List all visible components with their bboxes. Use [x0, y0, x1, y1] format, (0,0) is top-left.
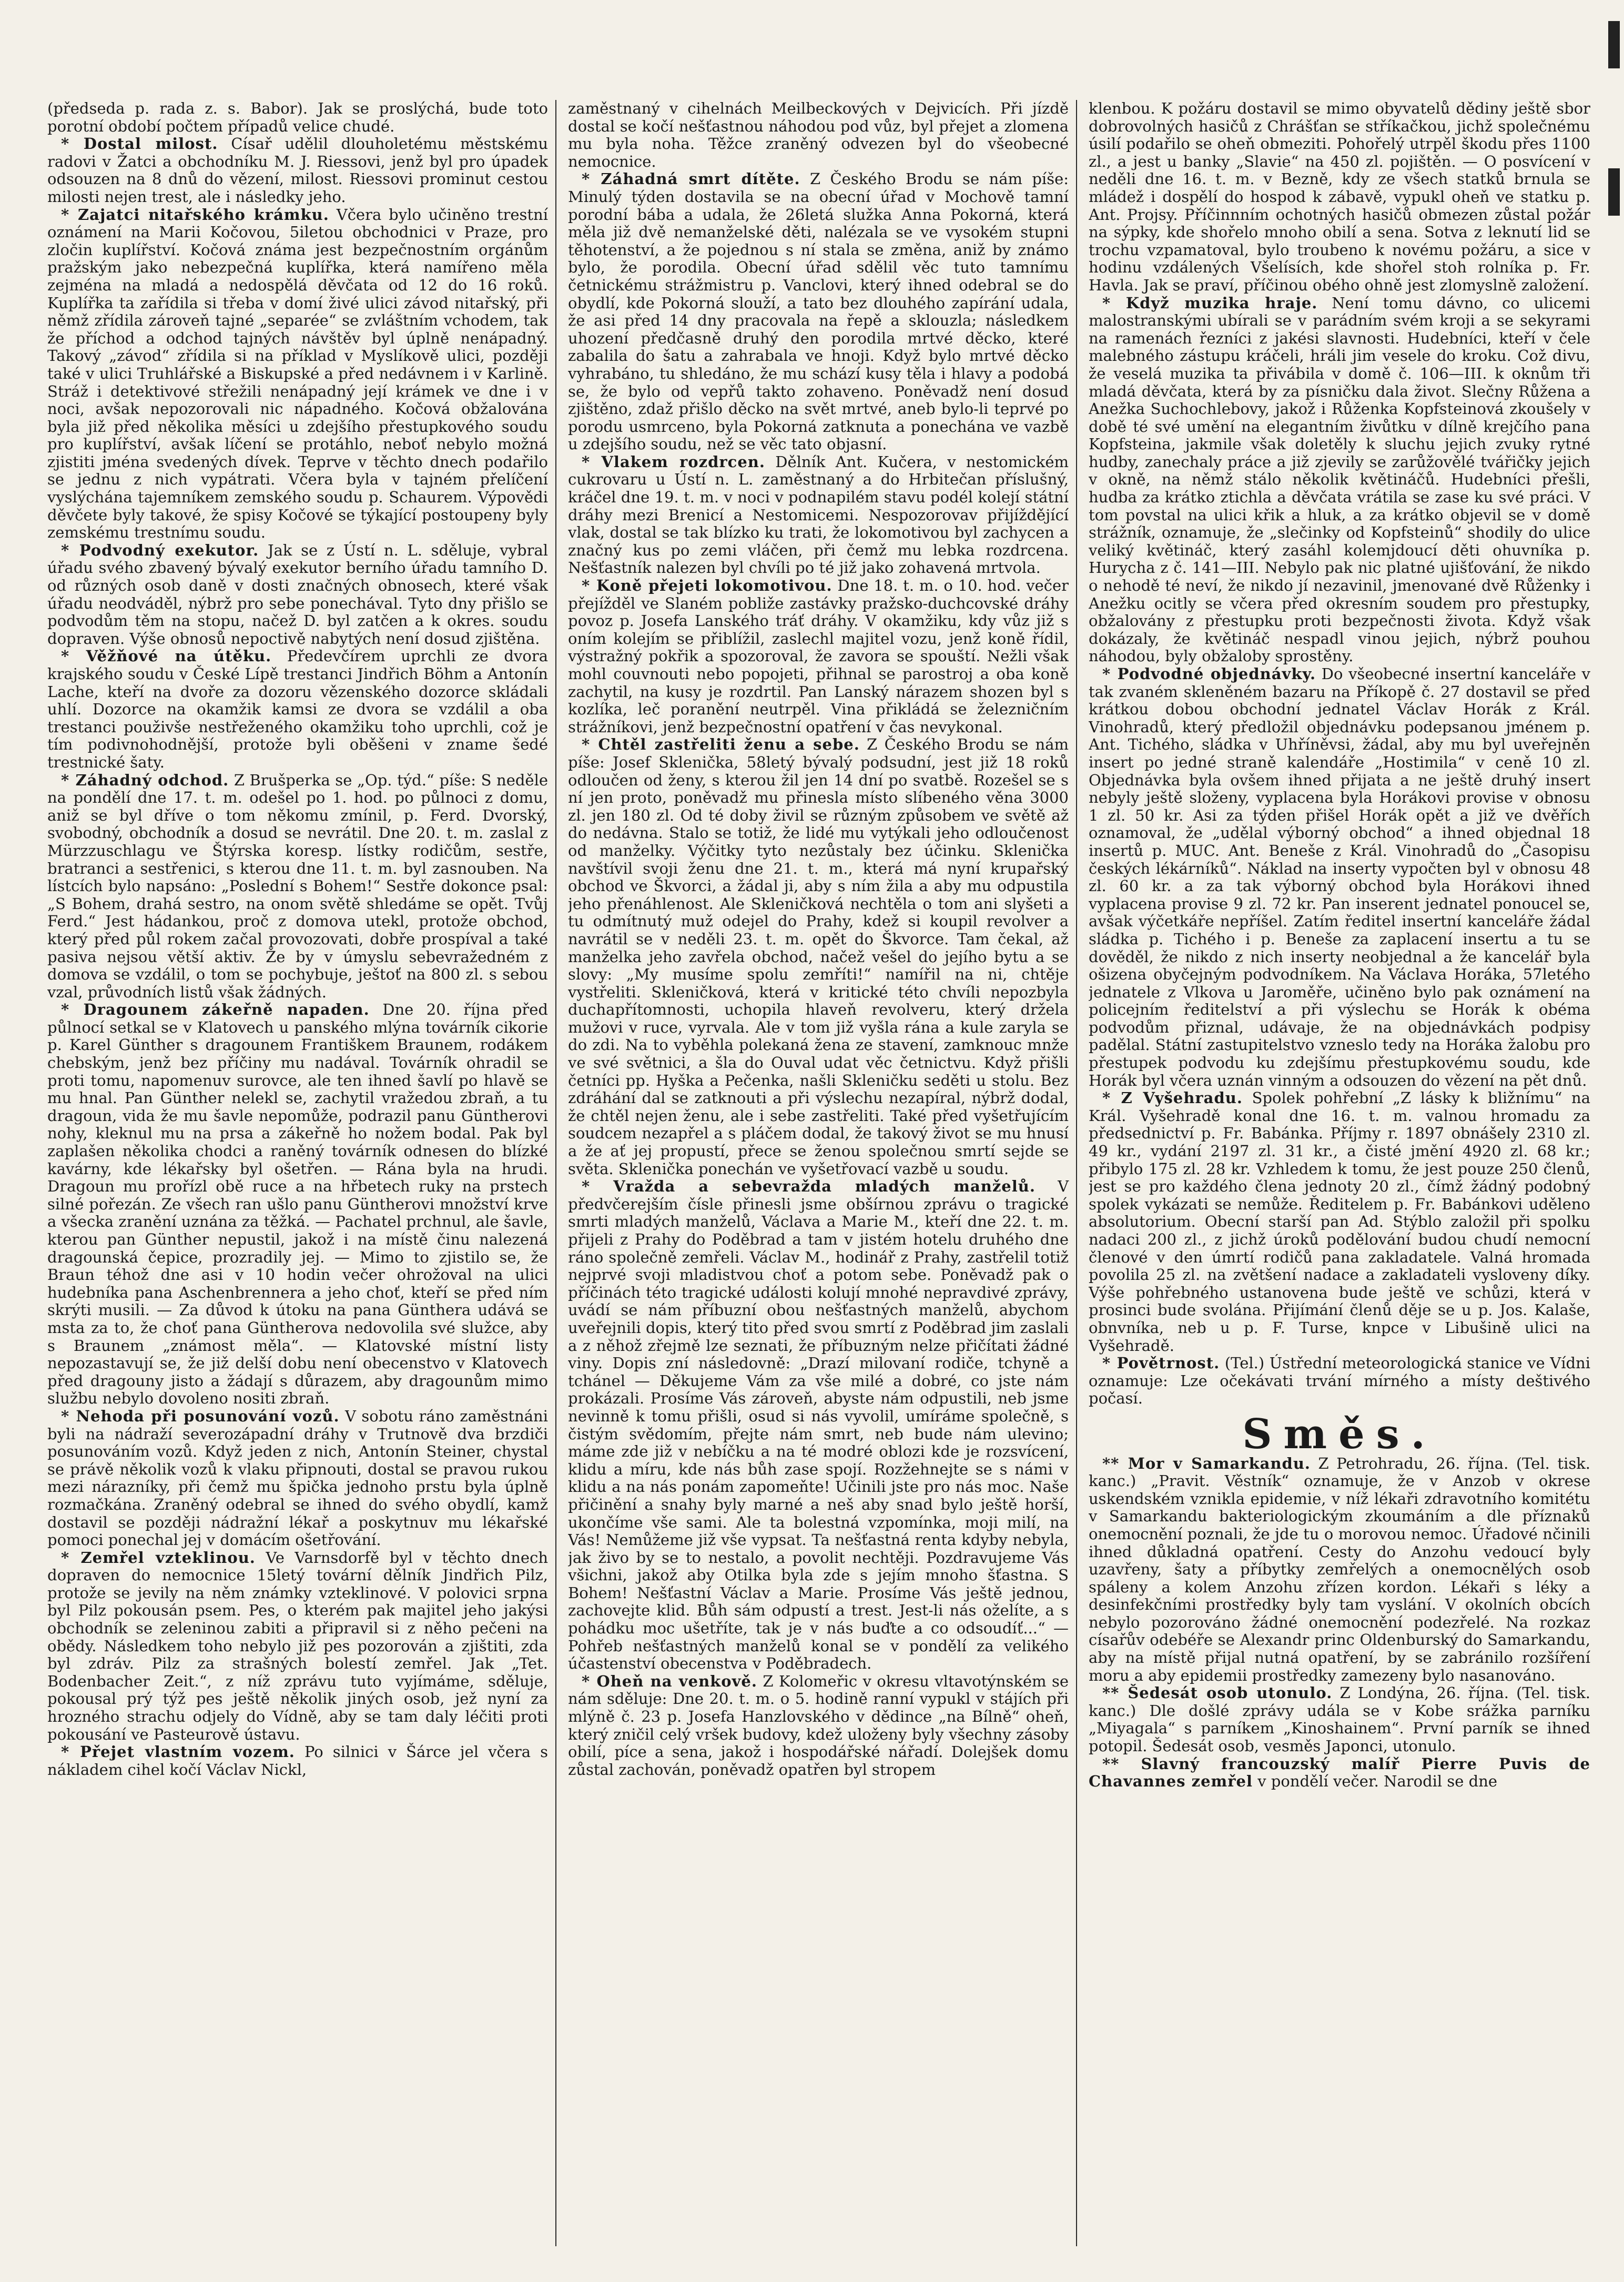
article-text: Ve Varnsdorfě byl v těchto dnech dopraven do nemocnice 15letý tovární dělník Jindřich Pilz, protože se jevily na něm známky vzteklinové. V polovici srpna byl Pilz pokousán psem. Pes, o kterém pak majitel jeho jakýsi obchodník se zeleninou zabiti a připravil si z něho pečeni na obědy. Následkem toho nebylo již pes pozorován a zjištiti, zda byl zdráv. Pilz za strašných bolestí zemřel. Jak „Tet. Bodenbacher Zeit.“, z níž zprávu tuto vyjímáme, sděluje, pokousal prý týž pes ještě několik jiných osob, jež nyní za hrozného strachu odjely do Vídně, aby se tam daly léčiti proti pokousání ve Pasteurově ústavu.	[47, 1548, 548, 1743]
column-2	[568, 100, 1077, 2246]
article-text: Císař udělil dlouholetému městskému radovi v Žatci a obchodníku M. J. Riessovi, jenž byl pro úpadek odsouzen na 8 dnů do vězení, milost. Riessovi prominut cestou milosti nejen trest, ale i následky jeho.	[47, 135, 549, 206]
article-text: v pondělí večer. Narodil se dne	[1257, 1772, 1498, 1791]
article-heading: * Zajatci nitařského krámku.	[61, 205, 329, 224]
article-text: zaměstnaný v cihelnách Meilbeckových v Dejvicích. Při jízdě dostal se kočí nešťastnou náhodou pod vůz, byl přejet a zlomena mu byla noha. Těžce zraněný odvezen byl do všeobecné nemocnice.	[568, 100, 1069, 170]
article-text: Z Petrohradu, 26. října. (Tel. tisk. kanc.) „Pravit. Věstník“ oznamuje, že v Anzob v okrese uskendském vznikla epidemie, v níž lékaři zdravotního komitétu v Samarkandu bakteriologickým zkoumáním a dle příznaků onemocnění poznali, že jde tu o morovou nemoc. Úřadové nčinili ihned důkladná opatření. Cesty do Anzohu vedoucí byly uzavřeny, šaty a příbytky zemřelých a onemocnělých osob spáleny a kolem Anzohu zřízen kordon. Lékaři s léky a desinfekčními prostředky byly tam vyslání. V okolních obcích nebylo pozorováno žádné onemocnění podezřelé. Na rozkaz císařův odebéře se Alexandr princ Oldenburský do Samarkandu, aby na místě přijal nutná opatření, by se zabránilo rozšíření moru a aby epidemii prostředky zamezeny bylo nasanováno.	[1089, 1454, 1591, 1684]
article-heading: * Věžňové na útěku.	[61, 647, 272, 665]
article-text: V předvčerejším čísle přinesli jsme obšírnou zprávu o tragické smrti mladých manželů, Václava a Marie M., kteří dne 22. t. m. přijeli z Prahy do Poděbrad a tam v jistém hotelu druhého dne ráno společně zemřeli. Václav M., hodinář z Prahy, zastřelil totiž nejprvé svoji mladistvou choť a potom sebe. Poněvadž pak o příčinách této tragické události kolují mnohé nepravdivé zprávy, uvádí se nám příbuzní obou nešťastných manželů, abychom uveřejnili dopis, který tito před svou smrtí z Poděbrad jim zaslali a z něhož zřejmě lze seznati, že příbuzným nelze přičítati žádné viny. Dopis zní následovně: „Drazí milovaní rodiče, tchyně a tchánel — Děkujeme Vám za vše milé a dobré, co jste nám prokázali. Prosíme Vás zároveň, abyste nám odpustili, neb jsme nevinně k tomu přišli, osud si nás vyvolil, umíráme společně, s čistým svědomím, přejte nám smrt, neb bude nám ulevino; máme zde již v nebíčku a na té modré oblozi kde je rozsvícení, klidu a míru, kde nás bůh zase spojí. Rozžehnejte se s námi v klidu a na nás ponám zapomeňte! Učinili jste pro nás moc. Naše přičinění a snahy byly marné a neš aby snad bylo ještě horší, ukončíme vše sami. Ale ta bolestná vzpomínka, moji milí, na Vás! Nemůžeme již vše vypsat. Ta nešťastná renta kdyby nebyla, jak živo by se to nestalo, a povolit nechtěji. Pozdravujeme Vás všichni, jakož aby Otilka byla zde s jejím mnoho šťastna. S Bohem! Nešťastní Václav a Marie. Prosíme Vás ještě jednou, zachovejte klid. Bůh sám odpustí a trest. Jest-li nás oželíte, a s pohádku moc ušetříte, tak je v nás buďte a co odsoudíť...“ — Pohřeb nešťastných manželů konal se v pondělí za velikého účastenství obecenstva v Poděbradech.	[568, 1177, 1069, 1673]
edge-mark	[1608, 168, 1620, 216]
article	[47, 135, 548, 206]
article-heading: * Oheň na venkově.	[582, 1672, 757, 1690]
article-heading: ** Slavný francouzský malíř Pierre Puvis de Chavannes zemřel	[1089, 1754, 1590, 1791]
article	[1089, 1089, 1590, 1355]
article-heading: * Z Vyšehradu.	[1102, 1089, 1243, 1107]
article-text: klenbou. K požáru dostavil se mimo obyvatelů dědiny ještě sbor dobrovolných hasičů z Chrášťan se stříkačkou, jichž společnému úsilí podařilo se oheň obmeziti. Pohořelý utrpěl škodu přes 1100 zl., a jest u banky „Slavie“ na 450 zl. pojištěn. — O posvícení v neděli dne 16. t. m. v Bezně, kdy ze všech statků brnula se mládež i dospělí do hospod k zábavě, vypukl oheň ve statku p. Ant. Projsy. Příčinnním ochotných hasičů obmezen zůstal požár na sýpky, kde shořelo mnoho obilí a sena. Sotva z leknutí lid se trochu vzpamatoval, bylo troubeno k novému požáru, a sice v hodinu vzdálených Všelísích, kde shořel stoh rolníka p. Fr. Havla. Jak se praví, příčinou obého ohně jest zlomyslně založení.	[1089, 100, 1590, 294]
article-heading: * Záhadný odchod.	[61, 771, 229, 789]
article-text: Z Českého Brodu se nám píše: Josef Skleničkа, 58letý bývalý podsudní, jest již 18 roků odloučen od ženy, s kterou žil jen 14 dní po svatbě. Rozešel se s ní jen proto, poněvadž mu přinesla místo slíbeného věna 3000 zl. jen 180 zl. Od té doby živil se různým způsobem ve světě až do nedávna. Stalo se totiž, že lidé mu vytýkali jeho odloučenost od manželky. Výčitky tyto nezůstaly bez účinku. Sklenička navštívil svoji ženu dne 21. t. m., která má nyní krupařský obchod ve Škvorci, a žádal ji, aby s ním žila a aby mu odpustila jeho přenáhlenost. Ale Skleničková nechtěla o tom ani slyšeti a tu odmítnutý muž odejel do Prahy, kdež si koupil revolver a navrátil se v neděli 23. t. m. opět do Škvorce. Tam čekal, až manželka jeho zavřela obchod, načež vešel do jejího bytu a se slovy: „My musíme spolu zemříti!“ namířil na ni, chtěje vystřeliti. Skleničková, která v kritické této chvíli nepozbyla duchapřítomnosti, uchopila hlaveň revolveru, který držela mužovi v ruce, vyrvala. Ale v tom již vyšla rána a kule zaryla se do zdi. Na to vyběhla polekaná žena ze stavení, zamknouc mnže ve své světnici, a šla do Ouval udat věc četnictvu. Když přišli četníci pp. Hyška a Pečenka, našli Skleničku seděti u stolu. Bez zdráhání dal se zatknouti a při výslechu nezapíral, nýbrž dodal, že chtěl nejen ženu, ale i sebe zastřeliti. Také před vyšetřujícím soudcem nezapřel a s pláčem dodal, že takový život se mu hnusí a že ať jej propustí, přece se ženou společnou smrtí sejde se světa. Sklenička ponechán ve vyšetřovací vazbě u soudu.	[568, 735, 1069, 1178]
article-text: Po silnici v Šárce jel včera s nákladem cihel kočí Václav Nickl,	[47, 1743, 549, 1779]
edge-mark	[1608, 21, 1620, 68]
article-text: Z Českého Brodu se nám píše: Minulý týden dostavila se na obecní úřad v Mochově tamní porodní bába a udala, že 26letá služka Anna Pokorná, která měla již dvě nemanželské děti, nalézala se ve vysokém stupni těhotenství, a že pojednou s ní stala se změna, aniž by známo bylo, že porodila. Obecní úřad sdělil věc tuto tamnímu četnickému strážmistru p. Vanclovi, který ihned odebral se do obydlí, kde Pokorná slouží, a tato bez dlouhého zapírání udala, že asi před 14 dny pracovala na řepě a sklouzla; následkem uhození předčasně druhý den porodila mrtvé děcko, které zabalila do šatu a zahrabala ve hnoji. Když bylo mrtvé děcko vyhrabáno, tu shledáno, že mu schází kusy těla i hlavy a podobá se, že bylo od vepřů takto zohaveno. Poněvadž není dosud zjištěno, zdaž přišlo děcko na svět mrtvé, aneb bylo-li teprvé po porodu usmrceno, byla Pokorná zatknuta a ponechána ve vazbě u zdejšího soudu, než se věc tato objasní.	[568, 170, 1069, 453]
article-heading: ** Šedesát osob utonulo.	[1102, 1684, 1333, 1702]
article	[568, 577, 1069, 736]
article-text: Z Kolomeřic v okresu vltavotýnském se nám sděluje: Dne 20. t. m. o 5. hodině ranní vypukl v stájích při mlýně č. 23 p. Josefa Hanzlovského v dědince „na Bílně“ oheň, který zničil celý vršek budovy, kdež uloženy byly všechny zásoby obilí, píce a sena, jakož i hospodářské nářadí. Dolejšek domu zůstal zachován, poněvadž opatřen byl stropem	[568, 1672, 1069, 1779]
article-heading: * Zemřel vzteklinou.	[61, 1548, 256, 1567]
article-heading: * Vražda a sebevražda mladých manželů.	[582, 1177, 1036, 1196]
article-text: (Tel.) Ústřední meteorologická stanice ve Vídni oznamuje: Lze očekávati trvání mírného a místy deštivého počasí.	[1089, 1354, 1591, 1408]
article-heading: * Povětrnost.	[1102, 1354, 1220, 1372]
article	[568, 1178, 1069, 1673]
article-text: Dne 18. t. m. o 10. hod. večer přejížděl ve Slaném pobliže zastávky pražsko-duchcovské dráhy povoz p. Josefa Lanského tráť dráhy. V okamžiku, kdy vůz již s oním kolejím se přiblížil, zaslechl majitel vozu, jenž koně řídil, výstražný pokřik a spozoroval, že zavora se spouští. Nežli však mohl couvnouti nebo popojeti, přihnal se parostroj a oba koně zachytil, na kusy je rozdrtil. Pan Lanský nárazem shozen byl s kozlíka, leč poranění neutrpěl. Vina přikládá se železničním strážníkovi, jenž bezpečnostní opatření v čas nevykonal.	[568, 577, 1069, 736]
article	[47, 1743, 548, 1779]
article-text: (předseda p. rada z. s. Babor). Jak se proslýchá, bude toto porotní období počtem případů velice chudé.	[47, 100, 548, 135]
article	[47, 542, 548, 648]
article-heading: * Přejet vlastním vozem.	[61, 1743, 295, 1761]
article-text: Z Brušperka se „Op. týd.“ píše: S neděle na pondělí dne 17. t. m. odešel po 1. hod. po půlnoci z domu, aniž se byl dříve o tom někomu zmínil, p. Ferd. Dvorský, svobodný, obchodník a dosud se nevrátil. Dne 20. t. m. zaslal z Mürzzuschlagu ve Štýrska koresp. lístky rodičům, sestře, bratranci a sestřenici, s kterou dne 11. t. m. byl zasnouben. Na lístcích bylo napsáno: „Poslední s Bohem!“ Sestře dokonce psal: „S Bohem, drahá sestro, na onom světě shledáme se opět. Tvůj Ferd.“ Jest hádankou, proč z domova utekl, protože obchod, který před půl rokem začal provozovati, dobře prospíval a také pasiva nejsou větší aktiv. Že by v úmyslu sebevražedném z domova se vzdálil, o tom se pochybuje, ještoť na 800 zl. s sebou vzal, průvodních listů však žádných.	[47, 771, 549, 1001]
article	[1089, 1684, 1590, 1755]
columns	[47, 100, 1603, 2246]
section-title-smes: Směs.	[1242, 1410, 1437, 1458]
article-heading: * Podvodné objednávky.	[1102, 665, 1316, 683]
article	[1089, 1355, 1590, 1408]
article-text: Z Londýna, 26. října. (Tel. tisk. kanc.) Dle došlé zprávy udála se v Kobe srážka parníku „Miyagala“ s parníkem „Kinoshainem“. První parník se ihned potopil. Šedesát osob, vesměs Japonci, utonulo.	[1089, 1684, 1590, 1755]
article	[568, 1673, 1069, 1779]
article-text: V sobotu ráno zaměstnáni byli na nádraží severozápadní dráhy v Trutnově dva brzdiči posunováním vozů. Když jeden z nich, Antonín Steiner, chystal se právě několik vozů k vlaku připnouti, dostal se pravou rukou mezi nárazníky, při čemž mu špička jednoho prstu byla úplně rozmačkána. Zraněný odebral se ihned do svého obydlí, kamž dostavil se později nádražní lékař a poskytnuv mu lékařské pomoci ponechal jej v domácím ošetřování.	[47, 1407, 548, 1549]
column-3	[1089, 100, 1598, 2246]
article	[47, 648, 548, 771]
article	[1089, 1455, 1590, 1685]
article	[1089, 295, 1590, 665]
article	[1089, 665, 1590, 1089]
article-text: Spolek pohřební „Z lásky k bližnímu“ na Král. Vyšehradě konal dne 16. t. m. valnou hromadu za předsednictví p. Fr. Babánka. Příjmy r. 1897 obnášely 2310 zl. 49 kr., vydání 2197 zl. 31 kr., a čisté jmění 4920 zl. 68 kr.; přibylo 175 zl. 28 kr. Vzhledem k tomu, že jest pouze 250 členů, jest se pro každého člena jednoty 20 zl., čímž žádný podobný spolek vykázati se nemůže. Ředitelem p. Fr. Babánkovi uděleno absolutorium. Obecní starší pan Ad. Stýblo založil při spolku nadaci 200 zl., z jichž úroků podělování budou chudí nemocní členové v den úmrtí rodičů pana zakladatele. Valná hromada povolila 25 zl. na zvětšení nadace a zakladateli vysloveny díky. Výše pohřebného ustanovena bude ještě ve schůzi, která v prosinci bude svolána. Přijímání členů děje se u p. Jos. Kalaše, obnvníka, neb u p. F. Turse, knpce v Libušině ulici na Vyšehradě.	[1089, 1089, 1591, 1355]
article	[47, 1001, 548, 1408]
article	[568, 736, 1069, 1178]
article-text: Do všeobecné insertní kanceláře v tak zvaném skleněném bazaru na Příkopě č. 27 dostavil se před krátkou dobou obchodní jednatel Václav Horák z Král. Vinohradů, který předložil objednávku podepsanou jménem p. Ant. Tichého, sládka v Uhříněvsi, žádal, aby mu byl uveřejněn insert po jedné straně kalendáře „Hostimila“ v ceně 10 zl. Objednávka byla ovšem ihned přijata a ne ještě druhý insert nebyly ještě složeny, vyplacena byla Horákovi provise v obnosu 1 zl. 50 kr. Asi za týden přišel Horák opět a již ve dvěřích oznamoval, že „udělal výborný obchod“ a ihned objednal 18 insertů p. MUC. Ant. Beneše z Král. Vinohradů do „Časopisu českých lékárníků“. Náklad na inserty vypočten byl v obnosu 48 zl. 60 kr. a za tak výborný obchod byla Horákovi ihned vyplacena provise 9 zl. 72 kr. Pan inserent jednatel ponoucel se, avšak výčetkáře nepříšel. Zatím ředitel insertní kanceláře žádal sládka p. Tichého i p. Beneše za zaplacení insertu a tu se dověděl, že nikdo z nich inserty neobjednal a že kancelář byla ošizena obyčejným podvodníkem. Na Václava Horáka, 57letého jednatele z Vlkova u Jaroměře, učiněno bylo pak oznámení na policejním ředitelství a při výslechu se Horák k obéma podvodům přiznal, udávaje, že na objednávkách podpisy padělal. Státní zastupitelstvo vzneslo tedy na Horáka žalobu pro přestupek podvodu ku zdejšímu přestupkovému soudu, kde Horák byl včera uznán vinným a odsouzen do vězení na pět dnů.	[1089, 665, 1591, 1089]
article	[47, 206, 548, 542]
article-heading: * Dragounem zákeřně napaden.	[61, 1001, 370, 1019]
article-text: Včera bylo učiněno trestní oznámení na Marii Kočovou, 5iletou obchodnici v Praze, pro zločin kuplířství. Kočová známa jest bezpečnostním orgánům pražským jako nebezpečná kuplířka, která namířeno měla zejména na mladá a nedospělá děvčata od 12 do 16 roků. Kuplířka ta zařídila si třeba v domí živé ulici závod nitařský, při němž zřídila zároveň tajné „separée“ se zvláštním vchodem, tak že příchod a odchod tajných návštěv byl úplně nenápadný. Takový „závod“ zřídila si na příklad v Myslíkově ulici, později také v ulici Truhlářské a Biskupské a před nedávnem i v Karlině. Stráž i detektivové střežili nenápadný její krámek ve dne i v noci, avšak nepozorovali nic nápadného. Kočová obžalována byla již před několika měsíci u zdejšího přestupkového soudu pro kuplířství, avšak líčení se protáhlo, neboť nebylo možná zjistiti jména svedených dívek. Teprve v těchto dnech podařilo se jednu z nich vypátrati. Včera byla v tajném přelíčení vyslýchána tajemníkem zemského soudu p. Schaurem. Výpovědi děvčete byly takové, že spisy Kočové se týkající postoupeny byly zemskému trestnímu soudu.	[47, 205, 548, 542]
article-heading: * Podvodný exekutor.	[61, 541, 259, 559]
article-text: Není tomu dávno, co ulicemi malostranskými ubírali se v parádním svém kroji a se sekyrami na ramenách řezníci z jakési slavnosti. Hudebníci, kteří v čele malebného zástupu kráčeli, hráli jim vesele do kroku. Což divu, že veselá muzika ta přivábila v domě č. 106—III. k oknům tři mladá děvčata, která by za písničku dala život. Slečny Růžena a Anežka Suchochlebovy, jakož i Růženka Kopfsteinová zkoušely v době té své umění na elegantním živůtku v dílně krejčího pana Kopfsteina, jakmile však doletěly k sluchu jejich zvuky rytné hudby, zanechaly práce a již zjevily se zarůžovělé tvářičky jejich v okně, na němž stálo několik květináčů. Hudebníci přešli, hudba za krátko ztichla a děvčata vrátila se zase ku své práci. V tom povstal na ulici křik a hluk, a za krátko objevil se v domě strážník, oznamuje, že „slečinky od Kopfsteinů“ shodily do ulice veliký květináč, který zasáhl kolemjdoucí děti ohuvníka p. Hurycha z č. 141—III. Nebylo pak nic platné ujišťování, že nikdo o nehodě té neví, že nikdo jí nezavinil, jmenované dvě Růženky i Anežku ocitly se včera před okresním soudem pro přestupky, obžalovány z přestupku proti bezpečnosti života. Když však dokázaly, že květináč nespadl vinou jejich, nýbrž pouhou náhodou, byly obžaloby sprostěny.	[1089, 294, 1590, 665]
article	[47, 1549, 548, 1744]
article-heading: * Vlakem rozdrcen.	[582, 452, 765, 471]
article	[568, 170, 1069, 453]
article	[568, 453, 1069, 577]
article-text: Dne 20. října před půlnocí setkal se v Klatovech u panského mlýna továrník cikorie p. Karel Günther s dragounem Františkem Braunem, rodákem chebským, jenž bez příčiny mu nadával. Továrník ohradil se proti tomu, napomenuv surovce, ale ten ihned šavlí po hlavě se mu hnal. Pan Günther nelekl se, zachytil vražedou zbraň, a tu dragoun, vida že mu šavle nepomůže, podrazil panu Güntherovi nohy, kleknul mu na prsa a zákeřně ho nožem bodal. Pak byl zaplašen několika chodci a raněný továrník odnesen do blízké kavárny, kde lékařsky byl ošetřen. — Rána byla na hrudi. Dragoun mu prořízl obě ruce a na hřbetech ruky na prstech silné pořezán. Ze všech ran ušlo panu Güntherovi množství krve a všecka zranění uznána za těžká. — Pachatel prchnul, ale šavle, kterou pan Günther nepustil, jakož i na místě činu nalezená dragounská čepice, prozradily jej. — Mimo to zjistilo se, že Braun téhož dne asi v 10 hodin večer ohrožoval na ulici hudebníka pana Aschenbrennera a jeho choť, kteří se před ním skrýti musili. — Za důvod k útoku na pana Günthera udává se msta za to, že choť pana Güntherova nedovolila své služce, aby s Braunem „známost měla“. — Klatovské místní listy nepozastavují se, že již delší dobu není obecenstvo v Klatovech před dragouny jisto a žádají s důrazem, aby dragounům mimo službu nebylo dovoleno nositi zbraň.	[47, 1001, 548, 1408]
article	[1089, 1755, 1590, 1791]
article-heading: * Záhadná smrt dítěte.	[582, 170, 800, 188]
article	[47, 772, 548, 1002]
article-heading: * Koně přejeti lokomotivou.	[582, 577, 833, 595]
article-heading: * Nehoda při posunování vozů.	[61, 1407, 340, 1425]
article	[47, 1408, 548, 1549]
article-text: Jak se z Ústí n. L. sděluje, vybral úřadu svého zbavený bývalý exekutor berního úřadu tamního D. od různých osob daně v dosti značných obnosech, které však úřadu neodváděl, nýbrž pro sebe ponechával. Tyto dny přišlo se podvodům těm na stopu, načež D. byl zatčen a k okres. soudu dopraven. Výše obnosů nepoctivě nabytých není dosud zjištěna.	[47, 541, 549, 648]
article-text: Předevčírem uprchli ze dvora krajského soudu v České Lípě trestanci Jindřich Böhm a Antonín Lache, kteří na dvoře za dozoru vězenského dozorce skládali uhlí. Dozorce na okamžik kamsi ze dvora se vzdálil a oba trestanci použivše nestřeženého okamžiku toho uprchli, což je tím podivnohodnější, protože byli oběšeni v zname šedé trestnické šaty.	[47, 647, 548, 771]
article-heading: * Když muzika hraje.	[1102, 294, 1318, 312]
column-1	[47, 100, 556, 2246]
article-heading: ** Mor v Samarkandu.	[1102, 1454, 1311, 1472]
article-heading: * Dostal milost.	[61, 135, 218, 153]
article-heading: * Chtěl zastřeliti ženu a sebe.	[582, 735, 860, 754]
article	[1089, 100, 1590, 295]
article	[568, 100, 1069, 170]
article	[47, 100, 548, 135]
article-text: Dělník Ant. Kučera, v nestomickém cukrovaru u Ústí n. L. zaměstnaný a do Hrbitečan příslušný, kráčel dne 19. t. m. v noci v podnapilém stavu podél kolejí státní dráhy mezi Brenicí a Nestomicemi. Nespozorovav přijíždějící vlak, dostal se tak blízko ku trati, že lokomotivou byl zachycen a značný kus po zemi vláčen, při čemž mu lebka rozdrcena. Nešťastník nalezen byl chvíli po té již jako zohavená mrtvola.	[568, 452, 1069, 577]
